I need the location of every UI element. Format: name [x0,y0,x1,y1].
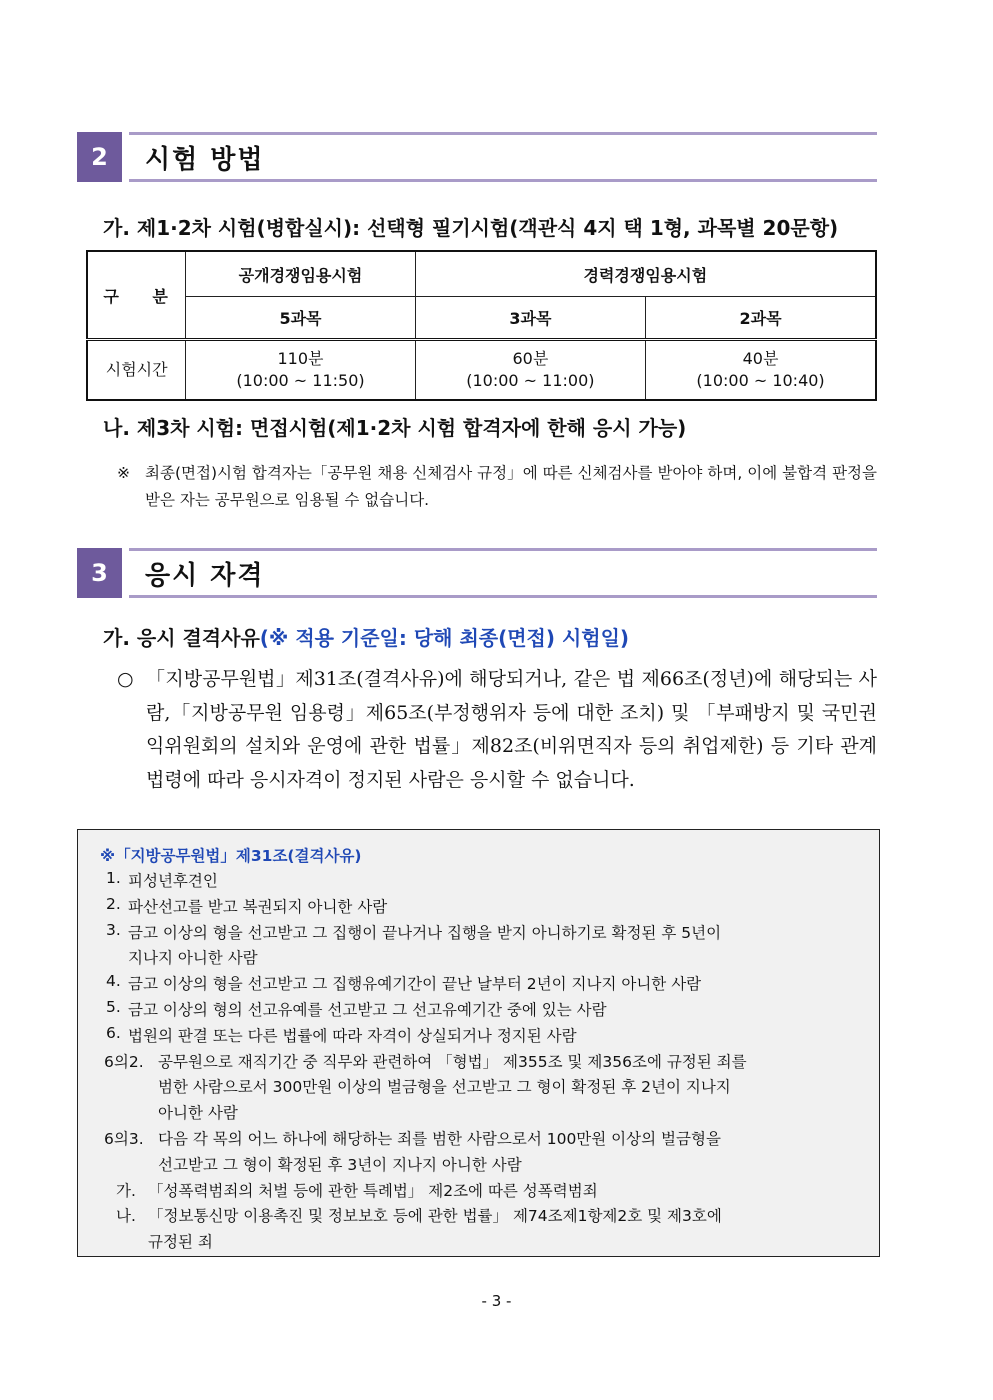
list-item-text: 아니한 사람 [158,1104,238,1123]
list-item-number: 6. [106,1023,121,1042]
table-cell-subjects: 2과목 [646,297,876,340]
section-number: 2 [77,132,122,182]
list-item-text: 규정된 죄 [148,1233,213,1252]
list-item-text: 선고받고 그 형이 확정된 후 3년이 지나지 아니한 사람 [158,1155,522,1174]
list-item-text: 금고 이상의 형을 선고받고 그 집행유예기간이 끝난 날부터 2년이 지나지 아니한 사람 [128,975,702,994]
disqualification-paragraph [117,663,877,797]
list-item-text: 공무원으로 재직기간 중 직무와 관련하여 「형법」 제355조 및 제356조에 규정된 죄를 [158,1052,747,1071]
list-item-text: 피성년후견인 [128,872,218,890]
subheading-disqualification [103,622,629,651]
box-title: ※「지방공무원법」제31조(결격사유) [100,847,362,865]
note-text: 최종(면접)시험 합격자는「공무원 채용 신체검사 규정」에 따른 신체검사를 받아야 하며, 이에 불합격 판정을 받은 자는 공무원으로 임용될 수 없습니다. [145,464,877,509]
list-item-text: 금고 이상의 형을 선고받고 그 집행이 끝나거나 집행을 받지 아니하기로 확정된 후 5년이 [128,923,722,942]
divider [129,179,877,182]
subheading-interview: 나. 제3차 시험: 면접시험(제1·2차 시험 합격자에 한해 응시 가능) [103,416,687,440]
bullet-icon: ○ [117,668,134,690]
table-header-open: 공개경쟁임용시험 [186,251,415,297]
list-item-text: 금고 이상의 형의 선고유예를 선고받고 그 선고유예기간 중에 있는 사람 [128,1001,607,1019]
time-range: (10:00 ~ 11:00) [466,371,595,390]
section-3-header [77,548,877,598]
list-item-number: 5. [106,998,121,1016]
subheading-prefix: 가. 응시 결격사유 [103,626,260,650]
exam-schedule-table [86,250,877,401]
list-item-text: 범한 사람으로서 300만원 이상의 벌금형을 선고받고 그 형이 확정된 후 2년이 지나지 [158,1078,731,1097]
list-item-text: 법원의 판결 또는 다른 법률에 따라 자격이 상실되거나 정지된 사람 [128,1026,577,1045]
list-item-number: 3. [106,920,121,939]
table-cell-subjects: 3과목 [415,297,645,340]
medical-check-note [117,460,877,514]
page-number: - 3 - [481,1292,512,1310]
table-row-label: 시험시간 [87,340,186,401]
list-item-number: 2. [106,894,121,913]
section-2-header [77,132,877,182]
list-item-number: 1. [106,869,121,887]
table-cell-subjects: 5과목 [186,297,415,340]
table-cell-time [186,340,415,401]
list-item-number: 가. [116,1181,136,1200]
list-item-number: 나. [116,1207,136,1226]
duration: 60분 [512,349,549,368]
list-item-number: 6의3. [104,1130,144,1148]
law-excerpt-box [77,829,880,1257]
paragraph-text: 「지방공무원법」제31조(결격사유)에 해당되거나, 같은 법 제66조(정년)에 해당되는 사람,「지방공무원 임용령」제65조(부정행위자 등에 대한 조치) 및 「부패방지 및 국민권익위원회의 설치와 운영에 관한 법률」제82조(비위면직자 등의 취업제한) 등 기타 관계법령에 따라 응시자격이 정지된 사람은 응시할 수 없습니다. [146,668,877,791]
list-item-text: 지나지 아니한 사람 [128,949,258,968]
list-item-text: 「정보통신망 이용촉진 및 정보보호 등에 관한 법률」 제74조제1항제2호 및 제3호에 [148,1207,722,1226]
duration: 40분 [742,349,779,368]
divider [129,548,877,551]
section-title: 응시 자격 [145,561,265,591]
time-range: (10:00 ~ 11:50) [236,371,365,390]
table-cell-time [415,340,645,401]
list-item-number: 4. [106,972,121,991]
list-item-number: 6의2. [104,1052,144,1071]
list-item-text: 「성폭력범죄의 처벌 등에 관한 특례법」 제2조에 따른 성폭력범죄 [148,1181,598,1200]
list-item-text: 다음 각 목의 어느 하나에 해당하는 죄를 범한 사람으로서 100만원 이상의 벌금형을 [158,1130,721,1148]
note-mark: ※ [117,464,130,482]
list-item-text: 파산선고를 받고 복권되지 아니한 사람 [128,897,388,916]
time-range: (10:00 ~ 10:40) [696,371,825,390]
table-header-category: 구 분 [87,251,186,340]
subheading-highlight: (※ 적용 기준일: 당해 최종(면접) 시험일) [259,626,630,650]
divider [129,132,877,135]
duration: 110분 [277,349,324,368]
section-title: 시험 방법 [145,145,265,175]
table-cell-time [646,340,876,401]
section-number: 3 [77,548,122,598]
divider [129,595,877,598]
table-header-career: 경력경쟁임용시험 [415,251,876,297]
subheading-written-exam: 가. 제1·2차 시험(병합실시): 선택형 필기시험(객관식 4지 택 1형, 과목별 20문항) [103,216,839,240]
